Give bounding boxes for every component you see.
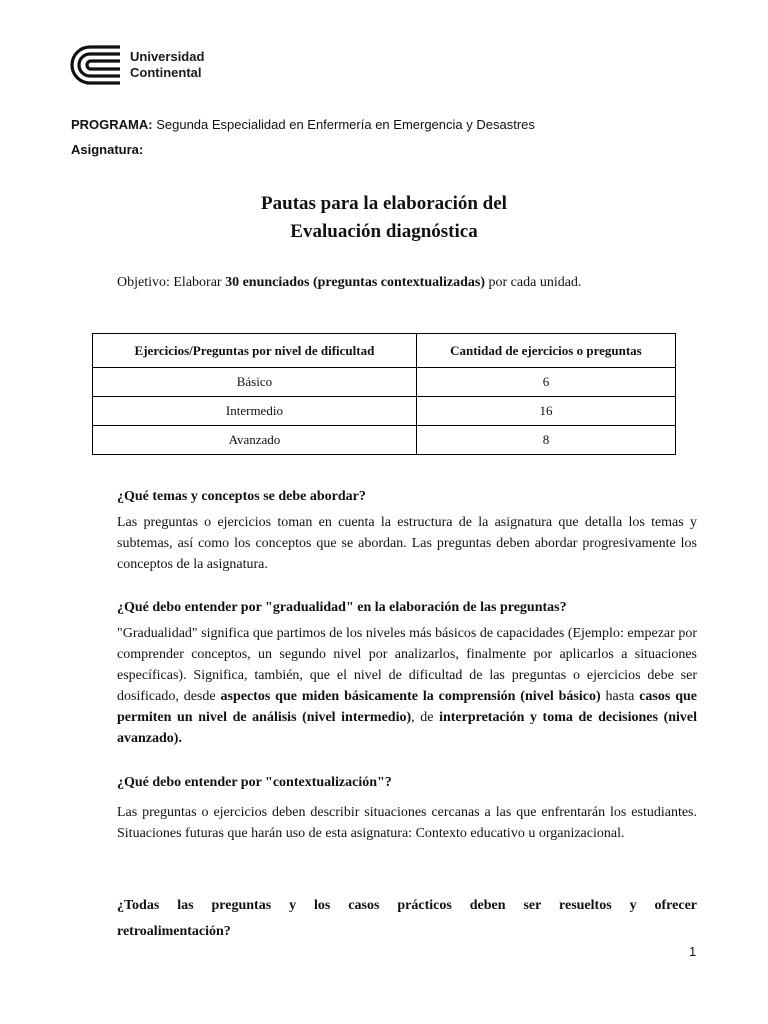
gradualidad-bold-3: interpretación y toma de decisiones (nivel avanzado).	[117, 710, 698, 746]
section-heading-retro	[117, 893, 697, 945]
table-cell-quantity: 6	[416, 368, 675, 397]
logo-line-1: Universidad	[130, 49, 205, 64]
section-body-contextualizacion: Las preguntas o ejercicios deben describir situaciones cercanas a las que enfrentarán los estudiantes. Situaciones futuras que harán uso de esta asignatura: Contexto educativo u organizacional.	[117, 805, 697, 841]
table-row	[93, 368, 676, 397]
objective-bold: 30 enunciados (preguntas contextualizadas)	[225, 275, 486, 290]
section-heading-contextualizacion: ¿Qué debo entender por "contextualización"?	[117, 775, 392, 790]
document-title-line-2: Evaluación diagnóstica	[290, 221, 478, 242]
gradualidad-text-2: hasta	[600, 689, 640, 704]
programa-line	[71, 117, 535, 132]
retro-heading-line-1: ¿Todas las preguntas y los casos prácticos deben ser resueltos y ofrecer	[117, 898, 697, 913]
table-row	[93, 426, 676, 455]
programa-label: PROGRAMA:	[71, 117, 153, 132]
logo-line-2: Continental	[130, 65, 202, 80]
section-body-gradualidad	[117, 623, 697, 749]
table-cell-level: Avanzado	[93, 426, 417, 455]
section-heading-gradualidad: ¿Qué debo entender por "gradualidad" en la elaboración de las preguntas?	[117, 600, 567, 615]
document-title-line-1: Pautas para la elaboración del	[261, 193, 507, 214]
table-cell-quantity: 16	[416, 397, 675, 426]
asignatura-label: Asignatura:	[71, 142, 144, 157]
table-cell-level: Básico	[93, 368, 417, 397]
difficulty-table	[92, 333, 676, 455]
objective-text	[117, 275, 581, 291]
programa-value: Segunda Especialidad en Enfermería en Emergencia y Desastres	[152, 117, 535, 132]
retro-heading-line-2: retroalimentación?	[117, 924, 231, 939]
logo-wordmark	[130, 49, 204, 81]
page-number: 1	[689, 944, 697, 959]
table-header-row	[93, 334, 676, 368]
university-logo	[70, 45, 204, 85]
table-cell-level: Intermedio	[93, 397, 417, 426]
asignatura-line	[71, 142, 143, 157]
section-body-temas: Las preguntas o ejercicios toman en cuenta la estructura de la asignatura que detalla los temas y subtemas, así como los conceptos que se abordan. Las preguntas deben abordar progresivamente los conceptos de la asignatura.	[117, 515, 697, 572]
gradualidad-text-3: , de	[411, 710, 440, 725]
objective-post: por cada unidad.	[485, 275, 582, 290]
table-header-quantity: Cantidad de ejercicios o preguntas	[416, 334, 675, 368]
gradualidad-bold-2: casos que permiten un nivel de análisis (nivel intermedio)	[117, 689, 697, 725]
table-row	[93, 397, 676, 426]
objective-pre: Objetivo: Elaborar	[117, 275, 226, 290]
table-header-level: Ejercicios/Preguntas por nivel de dificultad	[93, 334, 417, 368]
table-cell-quantity: 8	[416, 426, 675, 455]
section-heading-temas: ¿Qué temas y conceptos se debe abordar?	[117, 489, 366, 504]
gradualidad-text-1: "Gradualidad" significa que partimos de los niveles más básicos de capacidades (Ejemplo: empezar por comprender conceptos, un segundo nivel por analizarlos, finalmente por aplicarlos a situaciones específicas). Significa, también, que el nivel de dificultad de las preguntas o ejercicios debe ser dosificado, desde	[117, 626, 697, 704]
gradualidad-bold-1: aspectos que miden básicamente la comprensión (nivel básico)	[220, 689, 601, 704]
university-logo-mark-icon	[70, 45, 122, 85]
